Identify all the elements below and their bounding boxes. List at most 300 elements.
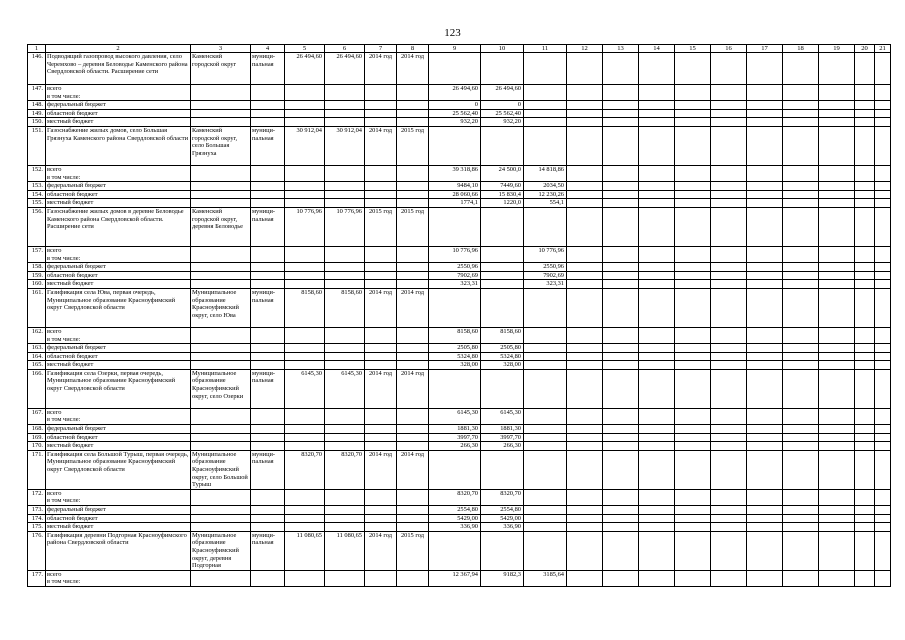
table-cell xyxy=(524,489,567,505)
table-cell: 2505,80 xyxy=(481,344,524,353)
table-cell xyxy=(567,101,603,110)
table-cell xyxy=(675,263,711,272)
table-cell xyxy=(397,199,429,208)
table-cell xyxy=(285,442,325,451)
table-cell xyxy=(191,190,251,199)
table-cell: 39 318,86 xyxy=(429,165,481,181)
table-row xyxy=(28,207,891,246)
table-cell: 2015 год xyxy=(397,531,429,570)
table-cell xyxy=(285,109,325,118)
column-number-cell: 18 xyxy=(783,45,819,53)
row-index-cell: 164. xyxy=(28,352,46,361)
table-cell xyxy=(567,165,603,181)
table-cell: Муниципальное образование Красноуфимский округ, деревня Подгорная xyxy=(191,531,251,570)
table-cell xyxy=(783,523,819,532)
row-index-cell: 163. xyxy=(28,344,46,353)
table-cell xyxy=(251,199,285,208)
table-cell: 10 776,96 xyxy=(285,207,325,246)
table-cell xyxy=(397,361,429,370)
table-cell xyxy=(481,126,524,165)
table-cell xyxy=(251,118,285,127)
table-cell xyxy=(365,570,397,586)
table-cell xyxy=(875,514,891,523)
column-number-cell: 14 xyxy=(639,45,675,53)
table-cell xyxy=(481,450,524,489)
table-cell xyxy=(603,126,639,165)
table-cell xyxy=(783,489,819,505)
table-cell xyxy=(819,182,855,191)
table-cell xyxy=(285,523,325,532)
table-cell xyxy=(747,344,783,353)
table-cell: 2554,80 xyxy=(429,506,481,515)
table-cell xyxy=(191,514,251,523)
table-cell xyxy=(711,425,747,434)
table-cell xyxy=(397,408,429,424)
table-cell: 3997,70 xyxy=(429,433,481,442)
table-cell xyxy=(325,280,365,289)
table-cell xyxy=(603,442,639,451)
table-cell xyxy=(325,489,365,505)
column-number-cell: 13 xyxy=(603,45,639,53)
table-row xyxy=(28,263,891,272)
table-cell xyxy=(397,506,429,515)
table-cell xyxy=(325,118,365,127)
row-index-cell: 168. xyxy=(28,425,46,434)
table-cell xyxy=(855,433,875,442)
table-cell xyxy=(603,53,639,85)
table-cell xyxy=(325,408,365,424)
table-cell xyxy=(397,271,429,280)
table-cell xyxy=(747,207,783,246)
table-cell xyxy=(711,531,747,570)
table-cell xyxy=(855,109,875,118)
table-cell xyxy=(567,288,603,327)
table-cell xyxy=(429,450,481,489)
table-cell: 15 830,4 xyxy=(481,190,524,199)
table-cell xyxy=(675,442,711,451)
table-cell xyxy=(191,408,251,424)
table-cell xyxy=(875,280,891,289)
table-cell xyxy=(819,109,855,118)
table-cell xyxy=(675,53,711,85)
table-cell: 8158,60 xyxy=(481,327,524,343)
table-cell: 7449,60 xyxy=(481,182,524,191)
table-cell xyxy=(711,182,747,191)
table-cell xyxy=(875,263,891,272)
table-cell xyxy=(747,199,783,208)
table-cell: 2014 год xyxy=(365,450,397,489)
table-cell xyxy=(365,327,397,343)
row-name-cell: Газификация села Озерки, первая очередь, Муниципальное образование Красноуфимский округ Свердловской области xyxy=(46,369,191,408)
table-cell xyxy=(747,327,783,343)
table-cell xyxy=(675,271,711,280)
table-cell xyxy=(875,126,891,165)
table-cell xyxy=(819,425,855,434)
table-cell xyxy=(251,523,285,532)
table-cell xyxy=(783,506,819,515)
table-cell xyxy=(875,506,891,515)
row-index-cell: 174. xyxy=(28,514,46,523)
table-cell xyxy=(191,182,251,191)
table-cell: 2015 год xyxy=(397,126,429,165)
row-index-cell: 169. xyxy=(28,433,46,442)
table-cell xyxy=(855,207,875,246)
table-row xyxy=(28,85,891,101)
table-cell xyxy=(819,570,855,586)
table-row xyxy=(28,53,891,85)
table-cell xyxy=(639,165,675,181)
table-cell xyxy=(481,271,524,280)
table-cell xyxy=(783,514,819,523)
table-cell xyxy=(567,450,603,489)
column-number-cell: 15 xyxy=(675,45,711,53)
table-cell xyxy=(855,489,875,505)
table-cell xyxy=(711,126,747,165)
table-cell xyxy=(481,288,524,327)
table-cell xyxy=(603,408,639,424)
table-cell xyxy=(397,352,429,361)
table-cell xyxy=(711,109,747,118)
table-cell: 8320,70 xyxy=(429,489,481,505)
table-cell: 2014 год xyxy=(397,450,429,489)
table-cell xyxy=(639,369,675,408)
table-cell: Каменский городской округ xyxy=(191,53,251,85)
table-cell xyxy=(397,433,429,442)
table-cell xyxy=(747,408,783,424)
table-cell xyxy=(855,280,875,289)
table-cell: 8158,60 xyxy=(285,288,325,327)
table-cell xyxy=(783,433,819,442)
table-row xyxy=(28,450,891,489)
row-name-cell: федеральный бюджет xyxy=(46,182,191,191)
table-cell xyxy=(567,118,603,127)
table-cell xyxy=(875,361,891,370)
table-cell xyxy=(639,523,675,532)
table-cell xyxy=(603,271,639,280)
table-cell xyxy=(819,531,855,570)
table-cell xyxy=(747,506,783,515)
table-cell xyxy=(567,280,603,289)
table-cell xyxy=(481,531,524,570)
table-cell xyxy=(747,280,783,289)
table-cell: 6145,30 xyxy=(325,369,365,408)
table-row xyxy=(28,531,891,570)
table-cell xyxy=(819,126,855,165)
table-cell xyxy=(325,182,365,191)
table-cell xyxy=(603,199,639,208)
column-number-cell: 6 xyxy=(325,45,365,53)
table-cell xyxy=(397,190,429,199)
table-cell xyxy=(397,246,429,262)
table-cell: 9484,10 xyxy=(429,182,481,191)
table-cell xyxy=(524,433,567,442)
table-row xyxy=(28,190,891,199)
table-row xyxy=(28,514,891,523)
table-cell: 25 562,40 xyxy=(429,109,481,118)
row-index-cell: 177. xyxy=(28,570,46,586)
table-row xyxy=(28,344,891,353)
table-cell: 11 080,65 xyxy=(285,531,325,570)
table-cell xyxy=(191,85,251,101)
table-cell xyxy=(524,369,567,408)
table-cell: 26 494,60 xyxy=(429,85,481,101)
table-cell xyxy=(711,408,747,424)
table-cell xyxy=(191,199,251,208)
table-cell xyxy=(365,101,397,110)
table-cell xyxy=(603,369,639,408)
table-cell xyxy=(365,271,397,280)
table-cell xyxy=(783,53,819,85)
table-cell xyxy=(747,433,783,442)
table-cell xyxy=(747,288,783,327)
table-cell xyxy=(481,53,524,85)
table-row xyxy=(28,126,891,165)
table-cell xyxy=(855,246,875,262)
table-cell xyxy=(191,280,251,289)
table-cell xyxy=(875,101,891,110)
table-cell xyxy=(819,118,855,127)
table-cell xyxy=(639,506,675,515)
table-cell: 5429,00 xyxy=(481,514,524,523)
table-cell xyxy=(603,506,639,515)
table-cell: 8158,60 xyxy=(325,288,365,327)
row-index-cell: 151. xyxy=(28,126,46,165)
table-cell xyxy=(325,570,365,586)
table-cell xyxy=(639,109,675,118)
row-name-cell: Газификация деревни Подгорная Красноуфимского района Свердловской области xyxy=(46,531,191,570)
table-cell xyxy=(711,280,747,289)
table-cell: 2014 год xyxy=(365,288,397,327)
table-cell xyxy=(325,101,365,110)
table-cell: Муниципальное образование Красноуфимский округ, село Большой Турыш xyxy=(191,450,251,489)
table-cell xyxy=(855,288,875,327)
table-cell xyxy=(524,109,567,118)
table-cell: 5429,00 xyxy=(429,514,481,523)
table-cell xyxy=(783,101,819,110)
table-row xyxy=(28,280,891,289)
table-cell xyxy=(285,352,325,361)
table-row xyxy=(28,101,891,110)
table-cell xyxy=(675,369,711,408)
row-index-cell: 170. xyxy=(28,442,46,451)
column-number-cell: 5 xyxy=(285,45,325,53)
table-cell xyxy=(875,408,891,424)
table-cell xyxy=(675,425,711,434)
table-cell xyxy=(855,271,875,280)
table-cell xyxy=(875,199,891,208)
column-number-cell: 19 xyxy=(819,45,855,53)
table-cell xyxy=(365,506,397,515)
table-cell xyxy=(251,489,285,505)
table-cell xyxy=(711,190,747,199)
table-cell xyxy=(365,263,397,272)
table-cell xyxy=(747,263,783,272)
table-cell xyxy=(524,352,567,361)
table-cell: 30 912,04 xyxy=(325,126,365,165)
table-cell xyxy=(675,101,711,110)
table-cell xyxy=(711,361,747,370)
table-cell xyxy=(285,118,325,127)
row-index-cell: 159. xyxy=(28,271,46,280)
table-cell: 0 xyxy=(481,101,524,110)
table-cell: Муниципальное образование Красноуфимский округ, село Озерки xyxy=(191,369,251,408)
table-cell xyxy=(783,118,819,127)
table-cell xyxy=(567,506,603,515)
table-cell xyxy=(603,182,639,191)
table-cell xyxy=(567,531,603,570)
table-cell xyxy=(524,207,567,246)
table-cell xyxy=(747,531,783,570)
row-index-cell: 161. xyxy=(28,288,46,327)
table-cell xyxy=(783,369,819,408)
table-cell xyxy=(325,442,365,451)
table-cell xyxy=(325,433,365,442)
table-cell: 6145,30 xyxy=(481,408,524,424)
row-index-cell: 176. xyxy=(28,531,46,570)
table-cell xyxy=(365,408,397,424)
table-cell xyxy=(747,126,783,165)
table-row xyxy=(28,369,891,408)
table-cell: 2034,50 xyxy=(524,182,567,191)
table-cell xyxy=(675,408,711,424)
table-cell xyxy=(675,570,711,586)
table-cell xyxy=(191,246,251,262)
table-cell xyxy=(397,118,429,127)
table-cell xyxy=(747,514,783,523)
table-cell xyxy=(855,408,875,424)
table-cell xyxy=(365,361,397,370)
table-cell xyxy=(783,327,819,343)
table-cell xyxy=(639,288,675,327)
table-cell xyxy=(875,288,891,327)
table-cell: 2014 год xyxy=(365,126,397,165)
table-cell xyxy=(397,425,429,434)
table-cell xyxy=(855,85,875,101)
table-cell xyxy=(191,118,251,127)
table-cell xyxy=(819,506,855,515)
row-index-cell: 165. xyxy=(28,361,46,370)
table-cell xyxy=(639,344,675,353)
table-cell xyxy=(429,531,481,570)
table-cell xyxy=(397,344,429,353)
table-cell xyxy=(855,369,875,408)
table-cell xyxy=(603,425,639,434)
row-index-cell: 149. xyxy=(28,109,46,118)
table-cell xyxy=(639,408,675,424)
table-cell xyxy=(675,182,711,191)
table-cell xyxy=(675,85,711,101)
table-cell xyxy=(747,450,783,489)
table-cell xyxy=(819,369,855,408)
table-cell xyxy=(819,450,855,489)
table-cell xyxy=(567,190,603,199)
table-row xyxy=(28,489,891,505)
table-cell xyxy=(285,246,325,262)
table-cell: Каменский городской округ, село Большая Грязнуха xyxy=(191,126,251,165)
table-row xyxy=(28,570,891,586)
column-number-cell: 20 xyxy=(855,45,875,53)
table-cell: 2014 год xyxy=(365,53,397,85)
table-cell xyxy=(191,425,251,434)
row-name-cell: областной бюджет xyxy=(46,514,191,523)
table-cell: 10 776,96 xyxy=(325,207,365,246)
table-cell xyxy=(675,199,711,208)
table-cell xyxy=(875,85,891,101)
budget-table-container xyxy=(27,44,886,587)
table-cell xyxy=(397,442,429,451)
table-cell xyxy=(819,352,855,361)
table-cell xyxy=(747,361,783,370)
table-cell xyxy=(251,165,285,181)
table-cell xyxy=(397,514,429,523)
row-name-cell: областной бюджет xyxy=(46,352,191,361)
table-cell xyxy=(429,207,481,246)
table-cell: 1881,30 xyxy=(481,425,524,434)
column-number-cell: 21 xyxy=(875,45,891,53)
row-name-cell: федеральный бюджет xyxy=(46,344,191,353)
table-cell xyxy=(191,271,251,280)
table-cell xyxy=(524,85,567,101)
table-cell xyxy=(819,433,855,442)
table-cell xyxy=(567,246,603,262)
column-number-cell: 12 xyxy=(567,45,603,53)
table-cell: муници-пальная xyxy=(251,207,285,246)
row-name-cell: всего в том числе: xyxy=(46,246,191,262)
table-row xyxy=(28,182,891,191)
table-cell xyxy=(639,361,675,370)
table-cell xyxy=(191,327,251,343)
table-cell xyxy=(191,344,251,353)
table-cell xyxy=(603,246,639,262)
table-cell xyxy=(603,101,639,110)
table-cell xyxy=(783,271,819,280)
table-cell: 14 818,86 xyxy=(524,165,567,181)
table-cell xyxy=(325,85,365,101)
table-cell xyxy=(251,263,285,272)
table-cell xyxy=(567,182,603,191)
table-cell xyxy=(567,514,603,523)
table-cell xyxy=(365,246,397,262)
table-cell xyxy=(855,523,875,532)
row-name-cell: местный бюджет xyxy=(46,280,191,289)
table-cell xyxy=(603,361,639,370)
table-cell xyxy=(783,288,819,327)
table-cell xyxy=(747,369,783,408)
table-header xyxy=(28,45,891,53)
table-cell xyxy=(365,199,397,208)
table-cell xyxy=(191,165,251,181)
table-cell xyxy=(747,182,783,191)
table-cell xyxy=(747,523,783,532)
table-cell xyxy=(191,570,251,586)
table-cell xyxy=(783,280,819,289)
table-cell xyxy=(365,165,397,181)
row-index-cell: 166. xyxy=(28,369,46,408)
table-cell xyxy=(819,288,855,327)
table-cell xyxy=(285,85,325,101)
table-cell xyxy=(819,165,855,181)
table-cell: 2015 год xyxy=(397,207,429,246)
table-cell: 1774,1 xyxy=(429,199,481,208)
table-cell xyxy=(251,280,285,289)
table-cell xyxy=(783,199,819,208)
table-cell xyxy=(819,442,855,451)
table-cell xyxy=(481,369,524,408)
column-number-cell: 8 xyxy=(397,45,429,53)
table-cell xyxy=(285,280,325,289)
table-cell xyxy=(325,361,365,370)
table-cell xyxy=(711,53,747,85)
